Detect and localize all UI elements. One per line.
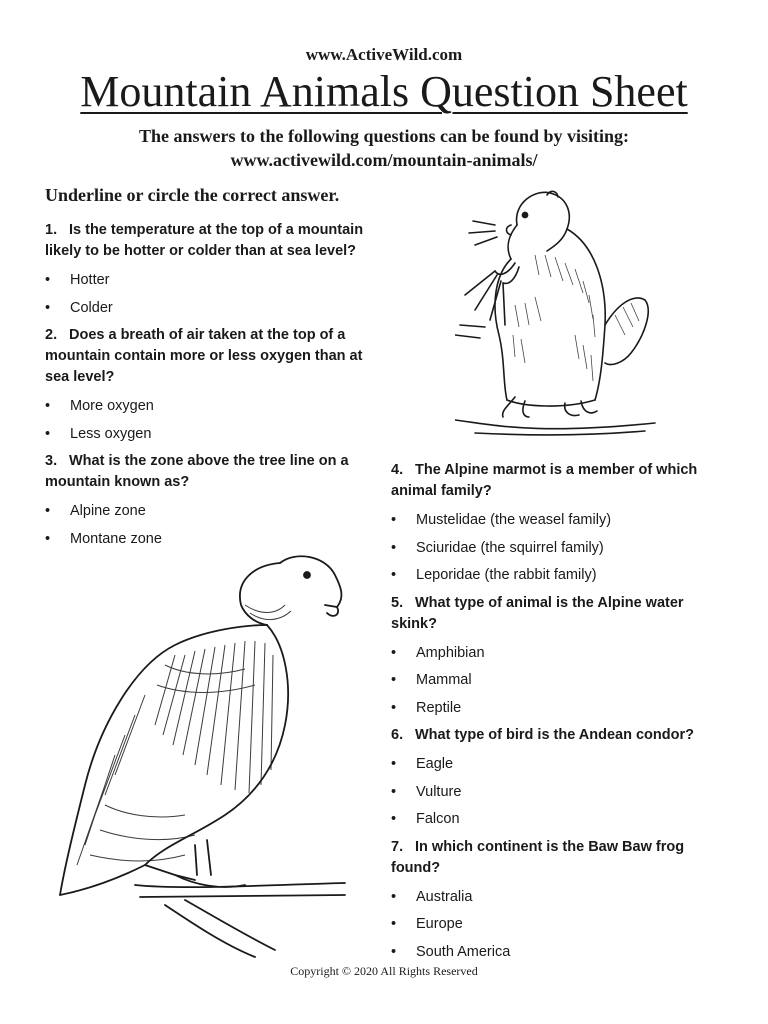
question-3: 3. What is the zone above the tree line on a mountain known as? xyxy=(45,453,349,490)
site-url: www.ActiveWild.com xyxy=(305,45,463,64)
answer-option[interactable]: • Australia xyxy=(391,887,731,907)
questions-left-column xyxy=(45,220,380,556)
instruction: Underline or circle the correct answer. xyxy=(45,185,340,205)
answer-option[interactable]: • More oxygen xyxy=(45,396,380,416)
condor-illustration xyxy=(45,545,350,960)
question-4-options xyxy=(391,510,731,585)
question-2-options xyxy=(45,396,380,444)
subtitle-link[interactable]: www.activewild.com/mountain-animals/ xyxy=(230,150,538,170)
answer-option[interactable]: • Eagle xyxy=(391,754,731,774)
copyright-footer: Copyright © 2020 All Rights Reserved xyxy=(290,964,478,978)
answer-option[interactable]: • Montane zone xyxy=(45,529,380,549)
answer-option[interactable]: • Leporidae (the rabbit family) xyxy=(391,565,731,585)
answer-option[interactable]: • Amphibian xyxy=(391,643,731,663)
answer-option[interactable]: • Colder xyxy=(45,298,380,318)
answer-option[interactable]: • Vulture xyxy=(391,782,731,802)
page-title xyxy=(0,64,768,120)
question-4: 4. The Alpine marmot is a member of which animal family? xyxy=(391,462,698,499)
answer-option[interactable]: • Mustelidae (the weasel family) xyxy=(391,510,731,530)
answer-option[interactable]: • Less oxygen xyxy=(45,424,380,444)
subtitle xyxy=(0,124,768,172)
question-7-options xyxy=(391,887,731,962)
question-6-options xyxy=(391,754,731,829)
answer-option[interactable]: • South America xyxy=(391,942,731,962)
answer-option[interactable]: • Sciuridae (the squirrel family) xyxy=(391,538,731,558)
question-3-options xyxy=(45,501,380,549)
question-1-options xyxy=(45,270,380,318)
question-5: 5. What type of animal is the Alpine water skink? xyxy=(391,594,684,632)
answer-option[interactable]: • Falcon xyxy=(391,809,731,829)
subtitle-line-1: The answers to the following questions can be found by visiting: xyxy=(138,126,630,146)
marmot-illustration xyxy=(455,185,665,440)
page-title-text: Mountain Animals Question Sheet xyxy=(80,67,688,116)
question-6: 6. What type of bird is the Andean condor? xyxy=(391,727,694,743)
questions-right-column xyxy=(391,460,731,969)
answer-option[interactable]: • Europe xyxy=(391,914,731,934)
answer-option[interactable]: • Alpine zone xyxy=(45,501,380,521)
question-5-options xyxy=(391,643,731,718)
answer-option[interactable]: • Hotter xyxy=(45,270,380,290)
question-1: 1. Is the temperature at the top of a mountain likely to be hotter or colder than at sea level? xyxy=(45,222,364,259)
answer-option[interactable]: • Mammal xyxy=(391,670,731,690)
question-7: 7. In which continent is the Baw Baw frog found? xyxy=(391,838,685,876)
answer-option[interactable]: • Reptile xyxy=(391,698,731,718)
question-2: 2. Does a breath of air taken at the top of a mountain contain more or less oxygen than at sea level? xyxy=(45,327,363,385)
